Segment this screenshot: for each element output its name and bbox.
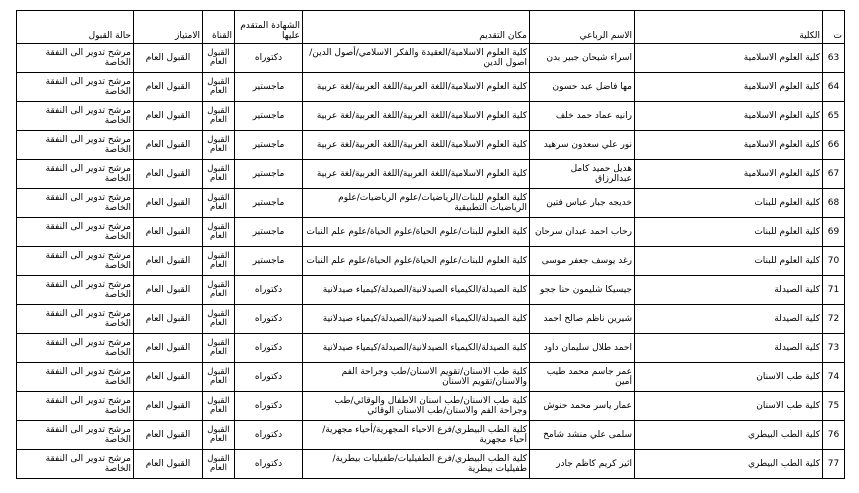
row-degree: دكتوراه bbox=[235, 421, 303, 450]
table-row bbox=[17, 218, 845, 247]
row-privilege: القبول العام bbox=[134, 392, 203, 421]
row-privilege: القبول العام bbox=[134, 421, 203, 450]
row-channel: القبول العام bbox=[203, 392, 235, 421]
row-place: كلية الصيدلة/الكيمياء الصيدلانية/الصيدلة/كيمياء صيدلانية bbox=[303, 276, 530, 305]
row-privilege: القبول العام bbox=[134, 450, 203, 479]
row-status: مرشح تدوير الى النفقة الخاصة bbox=[17, 44, 134, 73]
row-place: كلية العلوم الاسلامية/اللغة العربية/اللغة العربية/لغة عربية bbox=[303, 160, 530, 189]
row-college: كلية الصيدلة bbox=[635, 276, 823, 305]
row-num: 71 bbox=[823, 276, 845, 305]
row-num: 67 bbox=[823, 160, 845, 189]
row-name: عمر جاسم محمد طيب أمين bbox=[530, 363, 635, 392]
row-degree: دكتوراه bbox=[235, 334, 303, 363]
row-status: مرشح تدوير الى النفقة الخاصة bbox=[17, 421, 134, 450]
row-status: مرشح تدوير الى النفقة الخاصة bbox=[17, 247, 134, 276]
row-privilege: القبول العام bbox=[134, 189, 203, 218]
row-place: كلية الصيدلة/الكيمياء الصيدلانية/الصيدلة/كيمياء صيدلانية bbox=[303, 305, 530, 334]
row-status: مرشح تدوير الى النفقة الخاصة bbox=[17, 276, 134, 305]
admissions-table bbox=[16, 10, 845, 479]
row-channel: القبول العام bbox=[203, 334, 235, 363]
row-num: 76 bbox=[823, 421, 845, 450]
row-channel: القبول العام bbox=[203, 73, 235, 102]
row-degree: دكتوراه bbox=[235, 44, 303, 73]
table-row bbox=[17, 131, 845, 160]
row-college: كلية طب الاسنان bbox=[635, 392, 823, 421]
row-channel: القبول العام bbox=[203, 276, 235, 305]
table-row bbox=[17, 276, 845, 305]
row-num: 73 bbox=[823, 334, 845, 363]
row-degree: ماجستير bbox=[235, 218, 303, 247]
row-status: مرشح تدوير الى النفقة الخاصة bbox=[17, 363, 134, 392]
row-place: كلية العلوم للبنات/علوم الحياة/علوم الحياة/علوم علم النبات bbox=[303, 247, 530, 276]
row-place: كلية الطب البيطري/فرع الطفيليات/طفيليات بيطرية/طفيليات بيطرية bbox=[303, 450, 530, 479]
table-row bbox=[17, 44, 845, 73]
row-channel: القبول العام bbox=[203, 305, 235, 334]
header-degree: الشهادة المتقدم عليها bbox=[235, 11, 303, 44]
row-status: مرشح تدوير الى النفقة الخاصة bbox=[17, 218, 134, 247]
row-channel: القبول العام bbox=[203, 44, 235, 73]
row-degree: ماجستير bbox=[235, 102, 303, 131]
row-status: مرشح تدوير الى النفقة الخاصة bbox=[17, 102, 134, 131]
row-name: عمار ياسر محمد حنوش bbox=[530, 392, 635, 421]
row-num: 69 bbox=[823, 218, 845, 247]
row-privilege: القبول العام bbox=[134, 160, 203, 189]
row-privilege: القبول العام bbox=[134, 73, 203, 102]
row-place: كلية العلوم الاسلامية/العقيدة والفكر الاسلامي/أصول الدين/اصول الدين bbox=[303, 44, 530, 73]
row-channel: القبول العام bbox=[203, 131, 235, 160]
row-degree: ماجستير bbox=[235, 160, 303, 189]
row-privilege: القبول العام bbox=[134, 305, 203, 334]
row-college: كلية العلوم الاسلامية bbox=[635, 44, 823, 73]
row-degree: ماجستير bbox=[235, 189, 303, 218]
header-num: ت bbox=[823, 11, 845, 44]
row-privilege: القبول العام bbox=[134, 102, 203, 131]
row-status: مرشح تدوير الى النفقة الخاصة bbox=[17, 189, 134, 218]
row-college: كلية العلوم الاسلامية bbox=[635, 73, 823, 102]
row-status: مرشح تدوير الى النفقة الخاصة bbox=[17, 334, 134, 363]
row-place: كلية العلوم الاسلامية/اللغة العربية/اللغة العربية/لغة عربية bbox=[303, 73, 530, 102]
table-row bbox=[17, 363, 845, 392]
row-privilege: القبول العام bbox=[134, 247, 203, 276]
row-college: كلية طب الاسنان bbox=[635, 363, 823, 392]
row-name: اسراء شيحان جبير بدن bbox=[530, 44, 635, 73]
row-name: رغد يوسف جعفر موسى bbox=[530, 247, 635, 276]
row-place: كلية العلوم للبنات/علوم الحياة/علوم الحياة/علوم علم النبات bbox=[303, 218, 530, 247]
row-college: كلية العلوم الاسلامية bbox=[635, 131, 823, 160]
table-row bbox=[17, 421, 845, 450]
row-place: كلية الطب البيطري/فرع الاحياء المجهرية/أحياء مجهرية/أحياء مجهرية bbox=[303, 421, 530, 450]
row-name: نور علي سعدون سرهيد bbox=[530, 131, 635, 160]
header-name: الاسم الرباعي bbox=[530, 11, 635, 44]
row-privilege: القبول العام bbox=[134, 363, 203, 392]
row-num: 75 bbox=[823, 392, 845, 421]
row-num: 65 bbox=[823, 102, 845, 131]
row-num: 63 bbox=[823, 44, 845, 73]
row-name: سلمى علي منشد شامخ bbox=[530, 421, 635, 450]
row-place: كلية طب الاسنان/تقويم الاسنان/طب وجراحة الفم والاسنان/تقويم الاسنان bbox=[303, 363, 530, 392]
row-channel: القبول العام bbox=[203, 247, 235, 276]
row-place: كلية العلوم للبنات/الرياضيات/علوم الرياضيات/علوم الرياضيات التطبيقية bbox=[303, 189, 530, 218]
row-status: مرشح تدوير الى النفقة الخاصة bbox=[17, 450, 134, 479]
row-place: كلية طب الاسنان/طب اسنان الاطفال والوقائي/طب وجراحة الفم والاسنان/طب الاسنان الوقائي bbox=[303, 392, 530, 421]
row-college: كلية العلوم الاسلامية bbox=[635, 102, 823, 131]
row-status: مرشح تدوير الى النفقة الخاصة bbox=[17, 160, 134, 189]
row-college: كلية العلوم الاسلامية bbox=[635, 160, 823, 189]
table-row bbox=[17, 73, 845, 102]
row-num: 74 bbox=[823, 363, 845, 392]
row-channel: القبول العام bbox=[203, 102, 235, 131]
row-privilege: القبول العام bbox=[134, 218, 203, 247]
row-degree: دكتوراه bbox=[235, 450, 303, 479]
header-row bbox=[17, 11, 845, 44]
row-channel: القبول العام bbox=[203, 363, 235, 392]
table-row bbox=[17, 102, 845, 131]
row-num: 66 bbox=[823, 131, 845, 160]
row-name: جيسيكا شليمون حنا ججو bbox=[530, 276, 635, 305]
table-row bbox=[17, 392, 845, 421]
row-place: كلية العلوم الاسلامية/اللغة العربية/اللغة العربية/لغة عربية bbox=[303, 102, 530, 131]
row-name: اثير كريم كاظم جادر bbox=[530, 450, 635, 479]
row-college: كلية العلوم للبنات bbox=[635, 218, 823, 247]
row-num: 70 bbox=[823, 247, 845, 276]
row-privilege: القبول العام bbox=[134, 334, 203, 363]
row-name: مها فاضل عبد حسون bbox=[530, 73, 635, 102]
row-degree: دكتوراه bbox=[235, 363, 303, 392]
header-status: حالة القبول bbox=[17, 11, 134, 44]
row-college: كلية الطب البيطري bbox=[635, 450, 823, 479]
row-channel: القبول العام bbox=[203, 450, 235, 479]
row-degree: ماجستير bbox=[235, 73, 303, 102]
row-status: مرشح تدوير الى النفقة الخاصة bbox=[17, 392, 134, 421]
row-name: هديل حميد كامل عبدالرزاق bbox=[530, 160, 635, 189]
table-row bbox=[17, 305, 845, 334]
row-name: احمد طلال سليمان داود bbox=[530, 334, 635, 363]
header-privilege: الامتياز bbox=[134, 11, 203, 44]
row-status: مرشح تدوير الى النفقة الخاصة bbox=[17, 73, 134, 102]
row-place: كلية الصيدلة/الكيمياء الصيدلانية/الصيدلة/كيمياء صيدلانية bbox=[303, 334, 530, 363]
row-college: كلية العلوم للبنات bbox=[635, 247, 823, 276]
row-college: كلية الصيدلة bbox=[635, 305, 823, 334]
row-college: كلية الصيدلة bbox=[635, 334, 823, 363]
header-place: مكان التقديم bbox=[303, 11, 530, 44]
row-channel: القبول العام bbox=[203, 189, 235, 218]
row-privilege: القبول العام bbox=[134, 276, 203, 305]
row-num: 68 bbox=[823, 189, 845, 218]
table-row bbox=[17, 160, 845, 189]
table-row bbox=[17, 247, 845, 276]
row-privilege: القبول العام bbox=[134, 44, 203, 73]
row-degree: دكتوراه bbox=[235, 392, 303, 421]
table-row bbox=[17, 189, 845, 218]
row-name: رانيه عماد حمد خلف bbox=[530, 102, 635, 131]
row-privilege: القبول العام bbox=[134, 131, 203, 160]
row-channel: القبول العام bbox=[203, 218, 235, 247]
row-num: 64 bbox=[823, 73, 845, 102]
row-degree: دكتوراه bbox=[235, 305, 303, 334]
row-name: خديجه جبار عباس فتين bbox=[530, 189, 635, 218]
header-channel: القناة bbox=[203, 11, 235, 44]
row-status: مرشح تدوير الى النفقة الخاصة bbox=[17, 131, 134, 160]
row-degree: ماجستير bbox=[235, 131, 303, 160]
row-name: شيرين ناظم صالح احمد bbox=[530, 305, 635, 334]
row-num: 72 bbox=[823, 305, 845, 334]
row-place: كلية العلوم الاسلامية/اللغة العربية/اللغة العربية/لغة عربية bbox=[303, 131, 530, 160]
row-degree: ماجستير bbox=[235, 247, 303, 276]
row-degree: دكتوراه bbox=[235, 276, 303, 305]
row-status: مرشح تدوير الى النفقة الخاصة bbox=[17, 305, 134, 334]
row-college: كلية الطب البيطري bbox=[635, 421, 823, 450]
header-college: الكلية bbox=[635, 11, 823, 44]
row-channel: القبول العام bbox=[203, 160, 235, 189]
row-num: 77 bbox=[823, 450, 845, 479]
table-row bbox=[17, 450, 845, 479]
table-row bbox=[17, 334, 845, 363]
row-college: كلية العلوم للبنات bbox=[635, 189, 823, 218]
row-channel: القبول العام bbox=[203, 421, 235, 450]
row-name: رحاب احمد عبدان سرحان bbox=[530, 218, 635, 247]
